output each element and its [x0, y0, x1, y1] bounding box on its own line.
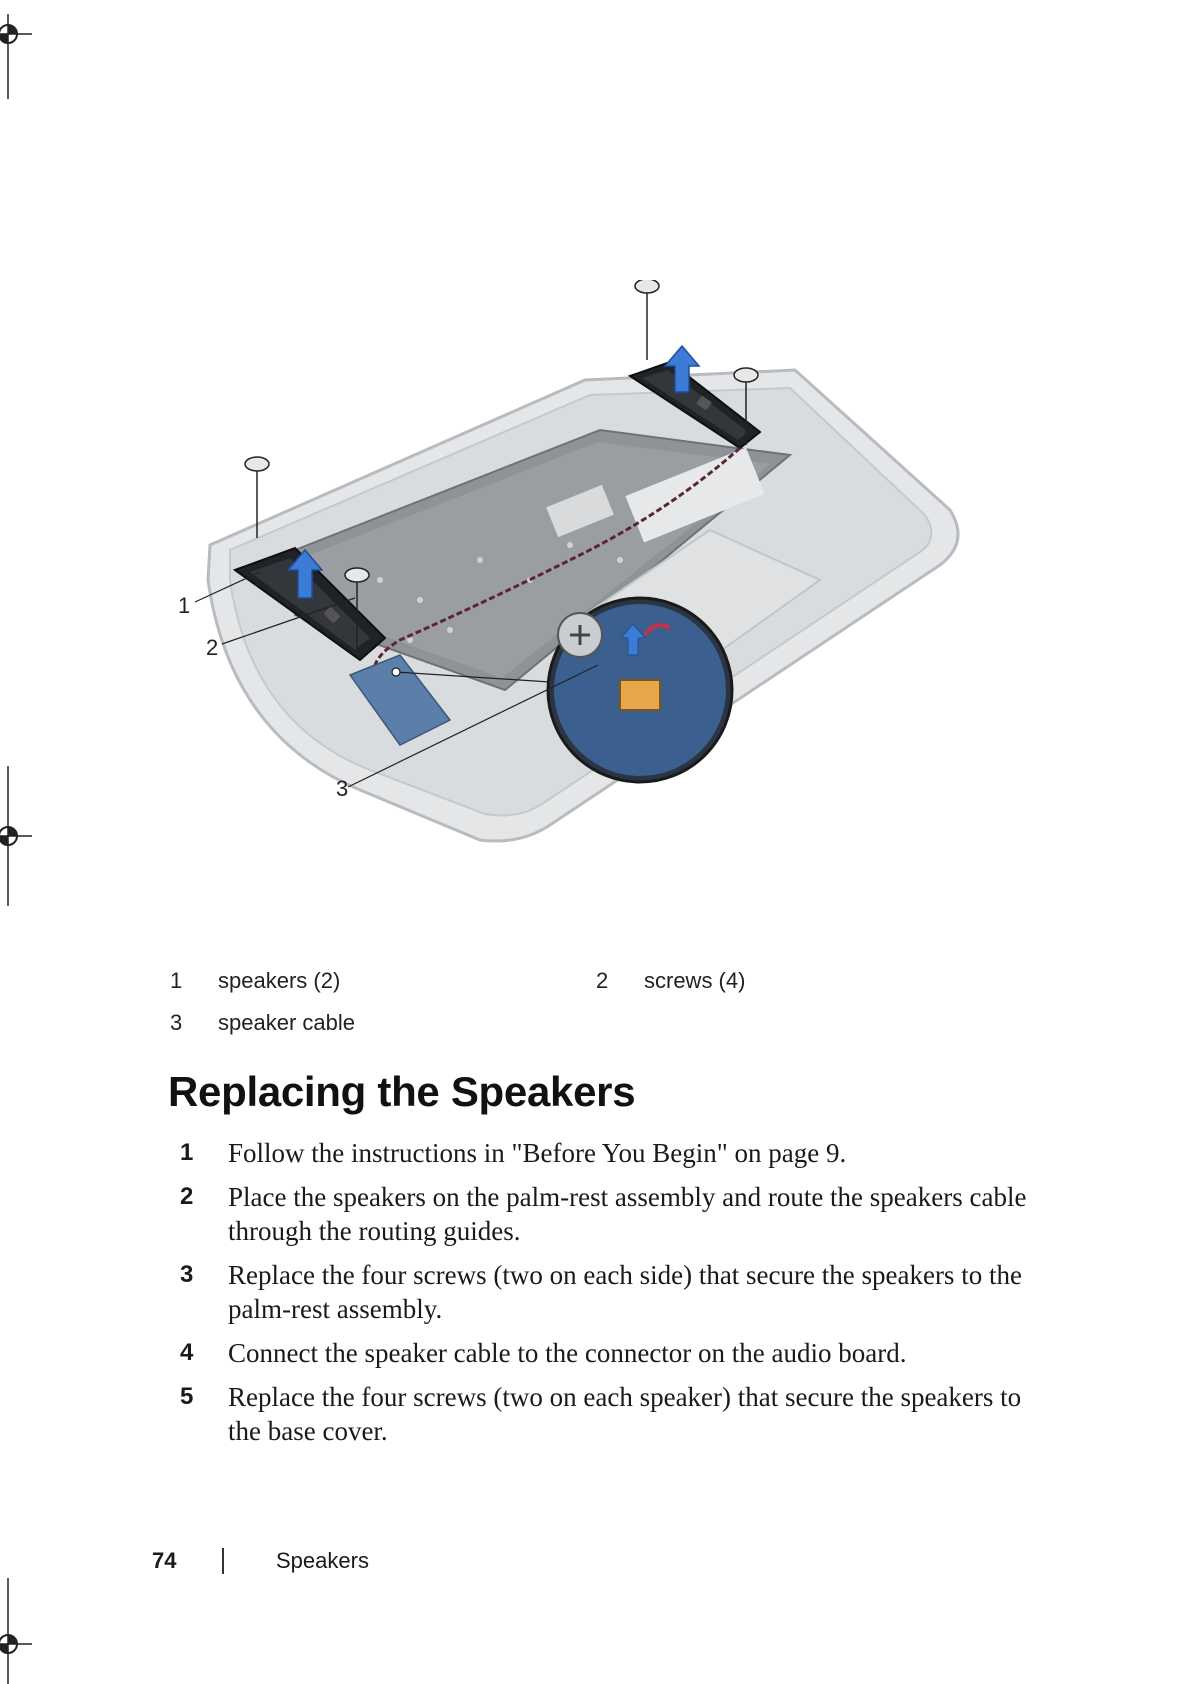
- step-item: [180, 1180, 1040, 1248]
- section-title: Replacing the Speakers: [168, 1068, 636, 1115]
- page-footer: [0, 1548, 1191, 1588]
- legend-label: speakers (2): [218, 968, 341, 993]
- step-item: [180, 1336, 1040, 1370]
- step-number: 2: [180, 1183, 194, 1210]
- footer-section-name: Speakers: [276, 1548, 369, 1573]
- callout-number-1: 1: [178, 593, 191, 618]
- legend-item: [170, 1010, 355, 1036]
- step-text: Replace the four screws (two on each speaker) that secure the speakers to the base cover.: [228, 1382, 1022, 1446]
- footer-divider: [222, 1548, 224, 1574]
- callout-number-2: 2: [206, 635, 219, 660]
- registration-mark-bottom-left: [0, 1578, 38, 1684]
- step-item: [180, 1258, 1040, 1326]
- legend-label: screws (4): [644, 968, 746, 993]
- speaker-removal-illustration: [150, 280, 1030, 900]
- step-number: 4: [180, 1339, 194, 1366]
- step-number: 1: [180, 1139, 194, 1166]
- step-text: Replace the four screws (two on each side) that secure the speakers to the palm-rest assembly.: [228, 1260, 1022, 1324]
- legend-label: speaker cable: [218, 1010, 355, 1035]
- callout-number-3: 3: [336, 776, 349, 801]
- step-item: [180, 1380, 1040, 1448]
- step-text: Connect the speaker cable to the connector on the audio board.: [228, 1338, 907, 1368]
- zoom-detail: [548, 598, 732, 782]
- registration-mark-top-left: [0, 14, 38, 104]
- step-text: Place the speakers on the palm-rest assembly and route the speakers cable through the routing guides.: [228, 1182, 1027, 1246]
- legend-number: 1: [170, 968, 183, 993]
- steps-list: [180, 1136, 1040, 1458]
- step-text: Follow the instructions in "Before You Begin" on page 9.: [228, 1138, 847, 1168]
- step-item: [180, 1136, 1040, 1170]
- step-number: 3: [180, 1261, 194, 1288]
- registration-mark-mid-left: [0, 766, 38, 906]
- legend-item: [170, 968, 340, 994]
- legend-number: 2: [596, 968, 609, 993]
- legend-item: [596, 968, 745, 994]
- page-number: 74: [152, 1548, 177, 1573]
- legend-number: 3: [170, 1010, 183, 1035]
- step-number: 5: [180, 1383, 194, 1410]
